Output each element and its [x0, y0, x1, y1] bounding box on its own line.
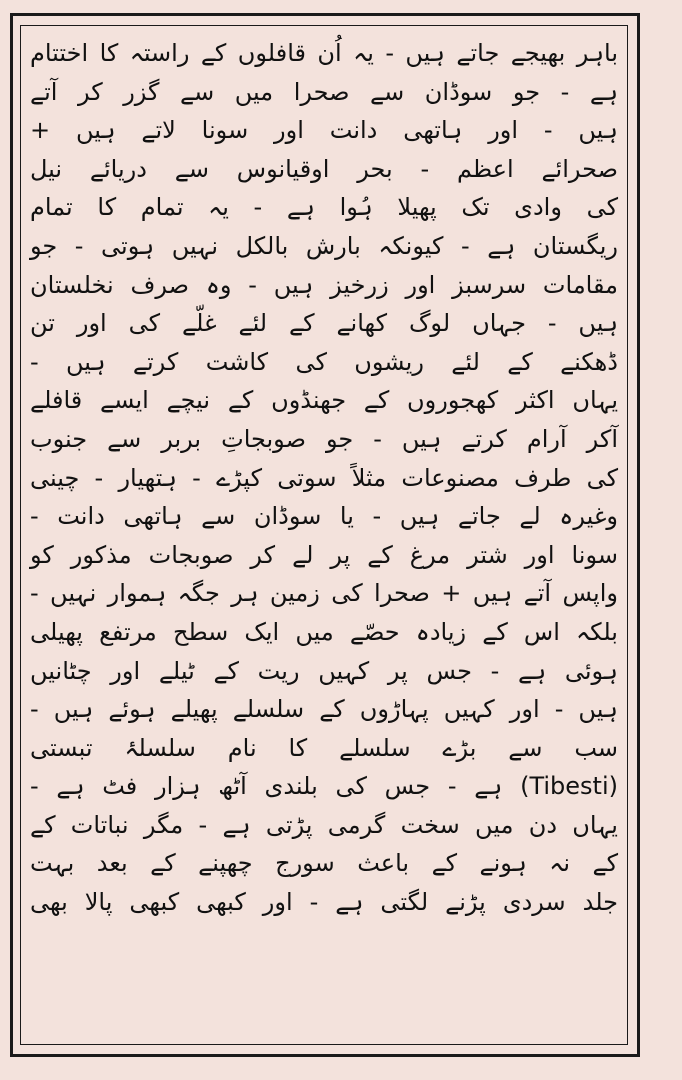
text-line: ہے - جو سوڈان سے صحرا میں سے گزر کر آتے [30, 77, 618, 106]
text-line: یہاں اکثر کھجوروں کے جھنڈوں کے نیچے ایسے قافلے [30, 386, 618, 415]
text-line: سب سے بڑے سلسلے کا نام سلسلۂ تبستی [30, 733, 618, 762]
text-line: ریگستان ہے - کیونکہ بارش بالکل نہیں ہوتی - جو [30, 231, 618, 260]
urdu-text-body [30, 34, 618, 922]
text-line: جلد سردی پڑنے لگتی ہے - اور کبھی کبھی پالا بھی [30, 888, 618, 917]
text-line: (Tibesti) ہے - جس کی بلندی آٹھ ہزار فٹ ہے - [30, 772, 618, 801]
text-line: واپس آتے ہیں + صحرا کی زمین ہر جگہ ہموار نہیں - [30, 579, 618, 608]
text-line: ہیں - اور کہیں پہاڑوں کے سلسلے پھیلے ہوئے ہیں - [30, 695, 618, 724]
text-line: ہیں - جہاں لوگ کھانے کے لئے غلّے کی اور تن [30, 309, 618, 338]
text-line: یہاں دن میں سخت گرمی پڑتی ہے - مگر نباتات کے [30, 810, 618, 839]
text-line: مقامات سرسبز اور زرخیز ہیں - وہ صرف نخلستان [30, 270, 618, 299]
text-line: ڈھکنے کے لئے ریشوں کی کاشت کرتے ہیں - [30, 347, 618, 376]
text-line: کے نہ ہونے کے باعث سورج چھپنے کے بعد بہت [30, 849, 618, 878]
text-line: سونا اور شتر مرغ کے پر لے کر صوبجات مذکور کو [30, 540, 618, 569]
text-line: کی وادی تک پھیلا ہُوا ہے - یہ تمام کا تمام [30, 193, 618, 222]
text-line: بلکہ اس کے زیادہ حصّے میں ایک سطح مرتفع پھیلی [30, 617, 618, 646]
text-line: آکر آرام کرتے ہیں - جو صوبجاتِ بربر سے جنوب [30, 424, 618, 453]
text-line: باہر بھیجے جاتے ہیں - یہ اُن قافلوں کے راستہ کا اختتام [30, 39, 618, 67]
text-line: کی طرف مصنوعات مثلاً سوتی کپڑے - ہتھیار - چینی [30, 463, 618, 492]
section-heading-line: صحرائے اعظم - بحر اوقیانوس سے دریائے نیل [30, 154, 618, 183]
text-line: ہیں - اور ہاتھی دانت اور سونا لاتے ہیں + [30, 116, 618, 145]
text-line: وغیرہ لے جاتے ہیں - یا سوڈان سے ہاتھی دانت - [30, 502, 618, 531]
text-line: ہوئی ہے - جس پر کہیں ریت کے ٹیلے اور چٹانیں [30, 656, 618, 685]
